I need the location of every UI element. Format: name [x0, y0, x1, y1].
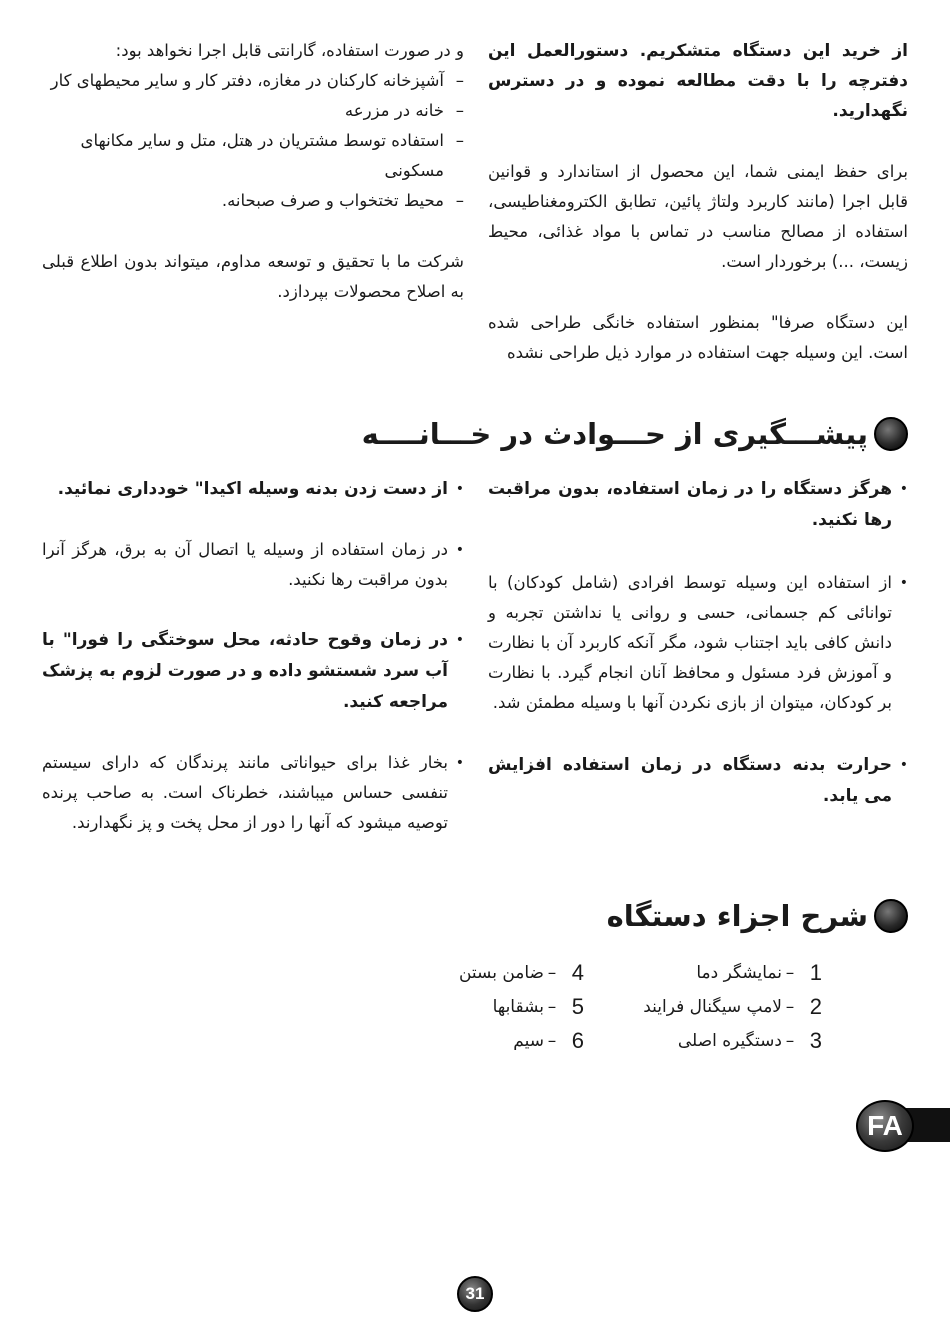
intro-domestic-text: این دستگاه صرفا" بمنظور استفاده خانگی طراحی شده است. این وسیله جهت استفاده در موارد ذیل طراحی نشده — [488, 313, 908, 362]
warranty-item: – خانه در مزرعه — [344, 101, 464, 120]
safety-left-column — [42, 474, 464, 838]
company-note: شرکت ما با تحقیق و توسعه مداوم، میتواند بدون اطلاع قبلی به اصلاح محصولات بپردازد. — [42, 252, 464, 301]
safety-item: • از دست زدن بدنه وسیله اکیدا" خودداری نمائید. — [57, 479, 464, 499]
safety-right-column — [488, 474, 908, 812]
section-heading-parts — [607, 896, 908, 936]
safety-item: • در زمان استفاده از وسیله یا اتصال آن به برق، هرگز آنرا بدون مراقبت رها نکنید. — [42, 540, 464, 589]
safety-item: • بخار غذا برای حیواناتی مانند پرندگان که دارای سیستم تنفسی حساس میباشند، خطرناک است. به صاحب پرنده توصیه میشود که آنها را دور از محل پخت و پز نگهدارند. — [42, 753, 464, 832]
warranty-item: – آشپزخانه کارکنان در مغازه، دفتر کار و سایر محیطهای کار — [50, 71, 464, 90]
intro-block — [488, 36, 908, 368]
language-badge: FA — [856, 1100, 914, 1152]
heading-disc-icon — [874, 417, 908, 451]
safety-item: • در زمان وقوح حادثه، محل سوختگی را فورا" با آب سرد شستشو داده و در صورت لزوم به پزشک مراجعه کنید. — [42, 630, 464, 712]
part-item: 4 – ضامن بستن — [458, 960, 584, 985]
warranty-lead: و در صورت استفاده، گارانتی قابل اجرا نخواهد بود: — [115, 41, 464, 60]
parts-list-left — [424, 956, 584, 1058]
section-heading-accident-prevention — [362, 414, 908, 454]
part-item: 2 – لامپ سیگنال فرایند — [643, 994, 822, 1019]
warranty-item: – استفاده توسط مشتریان در هتل، متل و سایر مکانهای مسکونی — [80, 131, 464, 180]
part-item: 3 – دستگیره اصلی — [677, 1028, 822, 1053]
section-title: پیشـــگیری از حـــوادث در خـــانــــه — [361, 417, 868, 451]
intro-safety-text: برای حفظ ایمنی شما، این محصول از استاندارد و قوانین قابل اجرا (مانند کاربرد ولتاژ پائین، تطابق الکترومغناطیسی، استفاده از مصالح مناسب در تماس با مواد غذائی، محیط زیست، ...) برخوردار است. — [488, 162, 908, 271]
intro-bold-text: از خرید این دستگاه متشکریم. دستورالعمل این دفترچه را با دقت مطالعه نموده و در دسترس نگهدارید. — [488, 41, 908, 121]
safety-item: • هرگز دستگاه را در زمان استفاده، بدون مراقبت رها نکنید. — [488, 479, 908, 530]
page-number: 31 — [457, 1276, 493, 1312]
safety-item: • حرارت بدنه دستگاه در زمان استفاده افزایش می یابد. — [488, 755, 908, 806]
part-item: 1 – نمایشگر دما — [696, 960, 822, 985]
parts-list-right — [622, 956, 822, 1058]
heading-disc-icon — [874, 899, 908, 933]
part-item: 5 – بشقابها — [492, 994, 584, 1019]
part-item: 6 – سیم — [513, 1028, 584, 1053]
safety-item: • از استفاده این وسیله توسط افرادی (شامل کودکان) با توانائی کم جسمانی، حسی و روانی یا نداشتن تجربه و دانش کافی باید اجتناب شود، مگر آنکه کاربرد آن با نظارت و آموزش فرد مسئول و محافظ آنان انجام گیرد. با نظارت بر کودکان، میتوان از بازی نکردن آنها با وسیله مطمئن شد. — [488, 573, 908, 712]
warranty-item: – محیط تختخواب و صرف صبحانه. — [221, 191, 464, 210]
warranty-block — [42, 36, 464, 307]
section-title: شرح اجزاء دستگاه — [606, 899, 868, 933]
